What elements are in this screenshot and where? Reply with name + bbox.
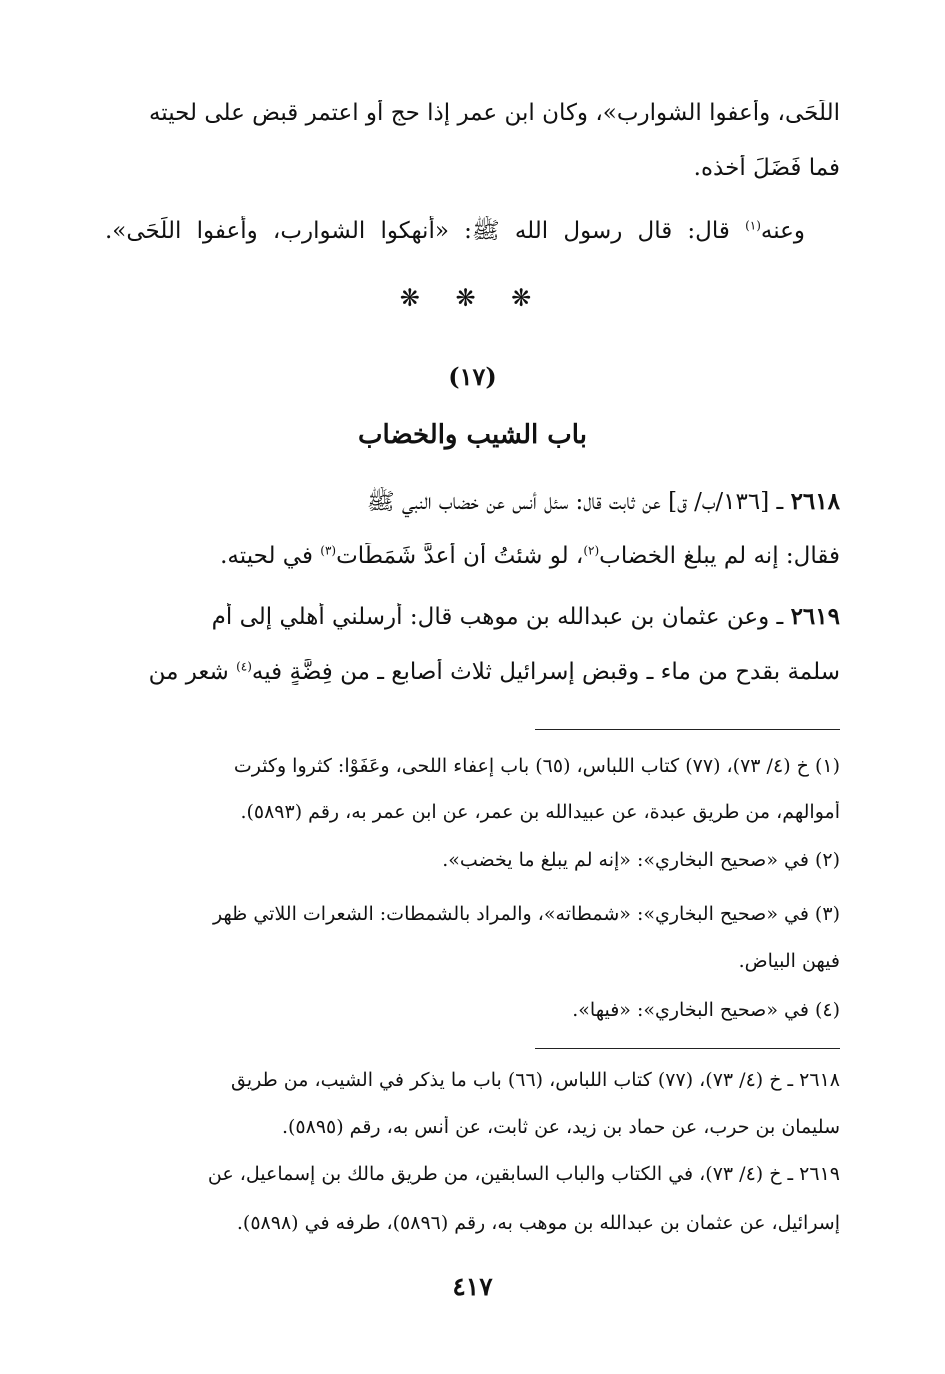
footnote-rule [535, 729, 840, 730]
footnote-ref: (٣) [320, 543, 337, 558]
hadith-number: ٢٦١٨ [790, 488, 840, 515]
footnote-3-line-2: فيهن البياض. [738, 950, 840, 972]
body-text: فما فَضَلَ أخذه. [693, 155, 840, 181]
footnote-3-line-1: (٣) في «صحيح البخاري»: «شمطاته»، والمراد بالشمطات: الشعرات اللاتي ظهر [212, 903, 840, 925]
hadith-number: ٢٦١٩ [790, 603, 840, 630]
hadith-2618-line-1 [105, 487, 840, 521]
footnote-1-line-2: أموالهم، من طريق عبدة، عن عبيدالله بن عمر، عن ابن عمر به، رقم (٥٨٩٣). [240, 801, 840, 823]
chapter-title: باب الشيب والخضاب [358, 420, 587, 450]
footnote-4: (٤) في «صحيح البخاري»: «فيها». [572, 999, 840, 1021]
body-text: قال: قال رسول الله ﷺ: «أنهكوا الشوارب، وأعفوا اللِّحَى». [105, 218, 746, 244]
takhrij-rule [535, 1048, 840, 1049]
body-text: في لحيته. [220, 543, 321, 569]
footnote-ref: (٢) [583, 543, 600, 558]
body-text: وعنه [760, 218, 805, 244]
body-line-3 [105, 216, 805, 250]
hadith-2618-line-2 [105, 543, 840, 569]
takhrij-2619-line-1: ٢٦١٩ ـ خ (٤/ ٧٣)، في الكتاب والباب السابقين، من طريق مالك بن إسماعيل، عن [207, 1163, 840, 1185]
footnote-1-line-1: (١) خ (٤/ ٧٣)، (٧٧) كتاب اللباس، (٦٥) باب إعفاء اللحى، وعَفَوْا: كثروا وكثرت [233, 755, 840, 777]
takhrij-2619-line-2: إسرائيل، عن عثمان بن عبدالله بن موهب به، رقم (٥٨٩٦)، طرفه في (٥٨٩٨). [236, 1212, 840, 1234]
body-text: اللِّحَى، وأعفوا الشوارب»، وكان ابن عمر إذا حج أو اعتمر قبض على لحيته [148, 100, 840, 126]
footnote-ref: (١) [745, 218, 761, 233]
section-separator: ❋ ❋ ❋ [399, 284, 546, 312]
takhrij-2618-line-2: سليمان بن حرب، عن حماد بن زيد، عن ثابت، عن أنس به، رقم (٥٨٩٥). [281, 1116, 840, 1138]
body-text: ـ وعن عثمان بن عبدالله بن موهب قال: أرسلني أهلي إلى أم [211, 604, 791, 630]
footnote-ref: (٤) [236, 659, 252, 674]
body-line-2 [105, 155, 840, 181]
body-line-1 [105, 100, 840, 126]
body-text: سلمة بقدح من ماء ـ وقبض إسرائيل ثلاث أصابع ـ من فِضَّةٍ فيه [251, 659, 840, 685]
body-text: شعر من [148, 659, 237, 685]
body-text: ـ [١٣٦/ب/ ق] عن ثابت قال: سئل أنس عن خضاب النبي ﷺ [366, 489, 791, 515]
footnote-2: (٢) في «صحيح البخاري»: «إنه لم يبلغ ما يخضب». [442, 849, 840, 871]
body-text: ، لو شئتُ أن أعدَّ شَمَطَات [336, 543, 584, 569]
page-number: ٤١٧ [452, 1272, 493, 1301]
hadith-2619-line-1 [105, 603, 840, 630]
body-text: فقال: إنه لم يبلغ الخضاب [599, 543, 840, 569]
hadith-2619-line-2 [105, 659, 840, 685]
chapter-number: (١٧) [448, 362, 497, 391]
takhrij-2618-line-1: ٢٦١٨ ـ خ (٤/ ٧٣)، (٧٧) كتاب اللباس، (٦٦) باب ما يذكر في الشيب، من طريق [231, 1069, 840, 1091]
